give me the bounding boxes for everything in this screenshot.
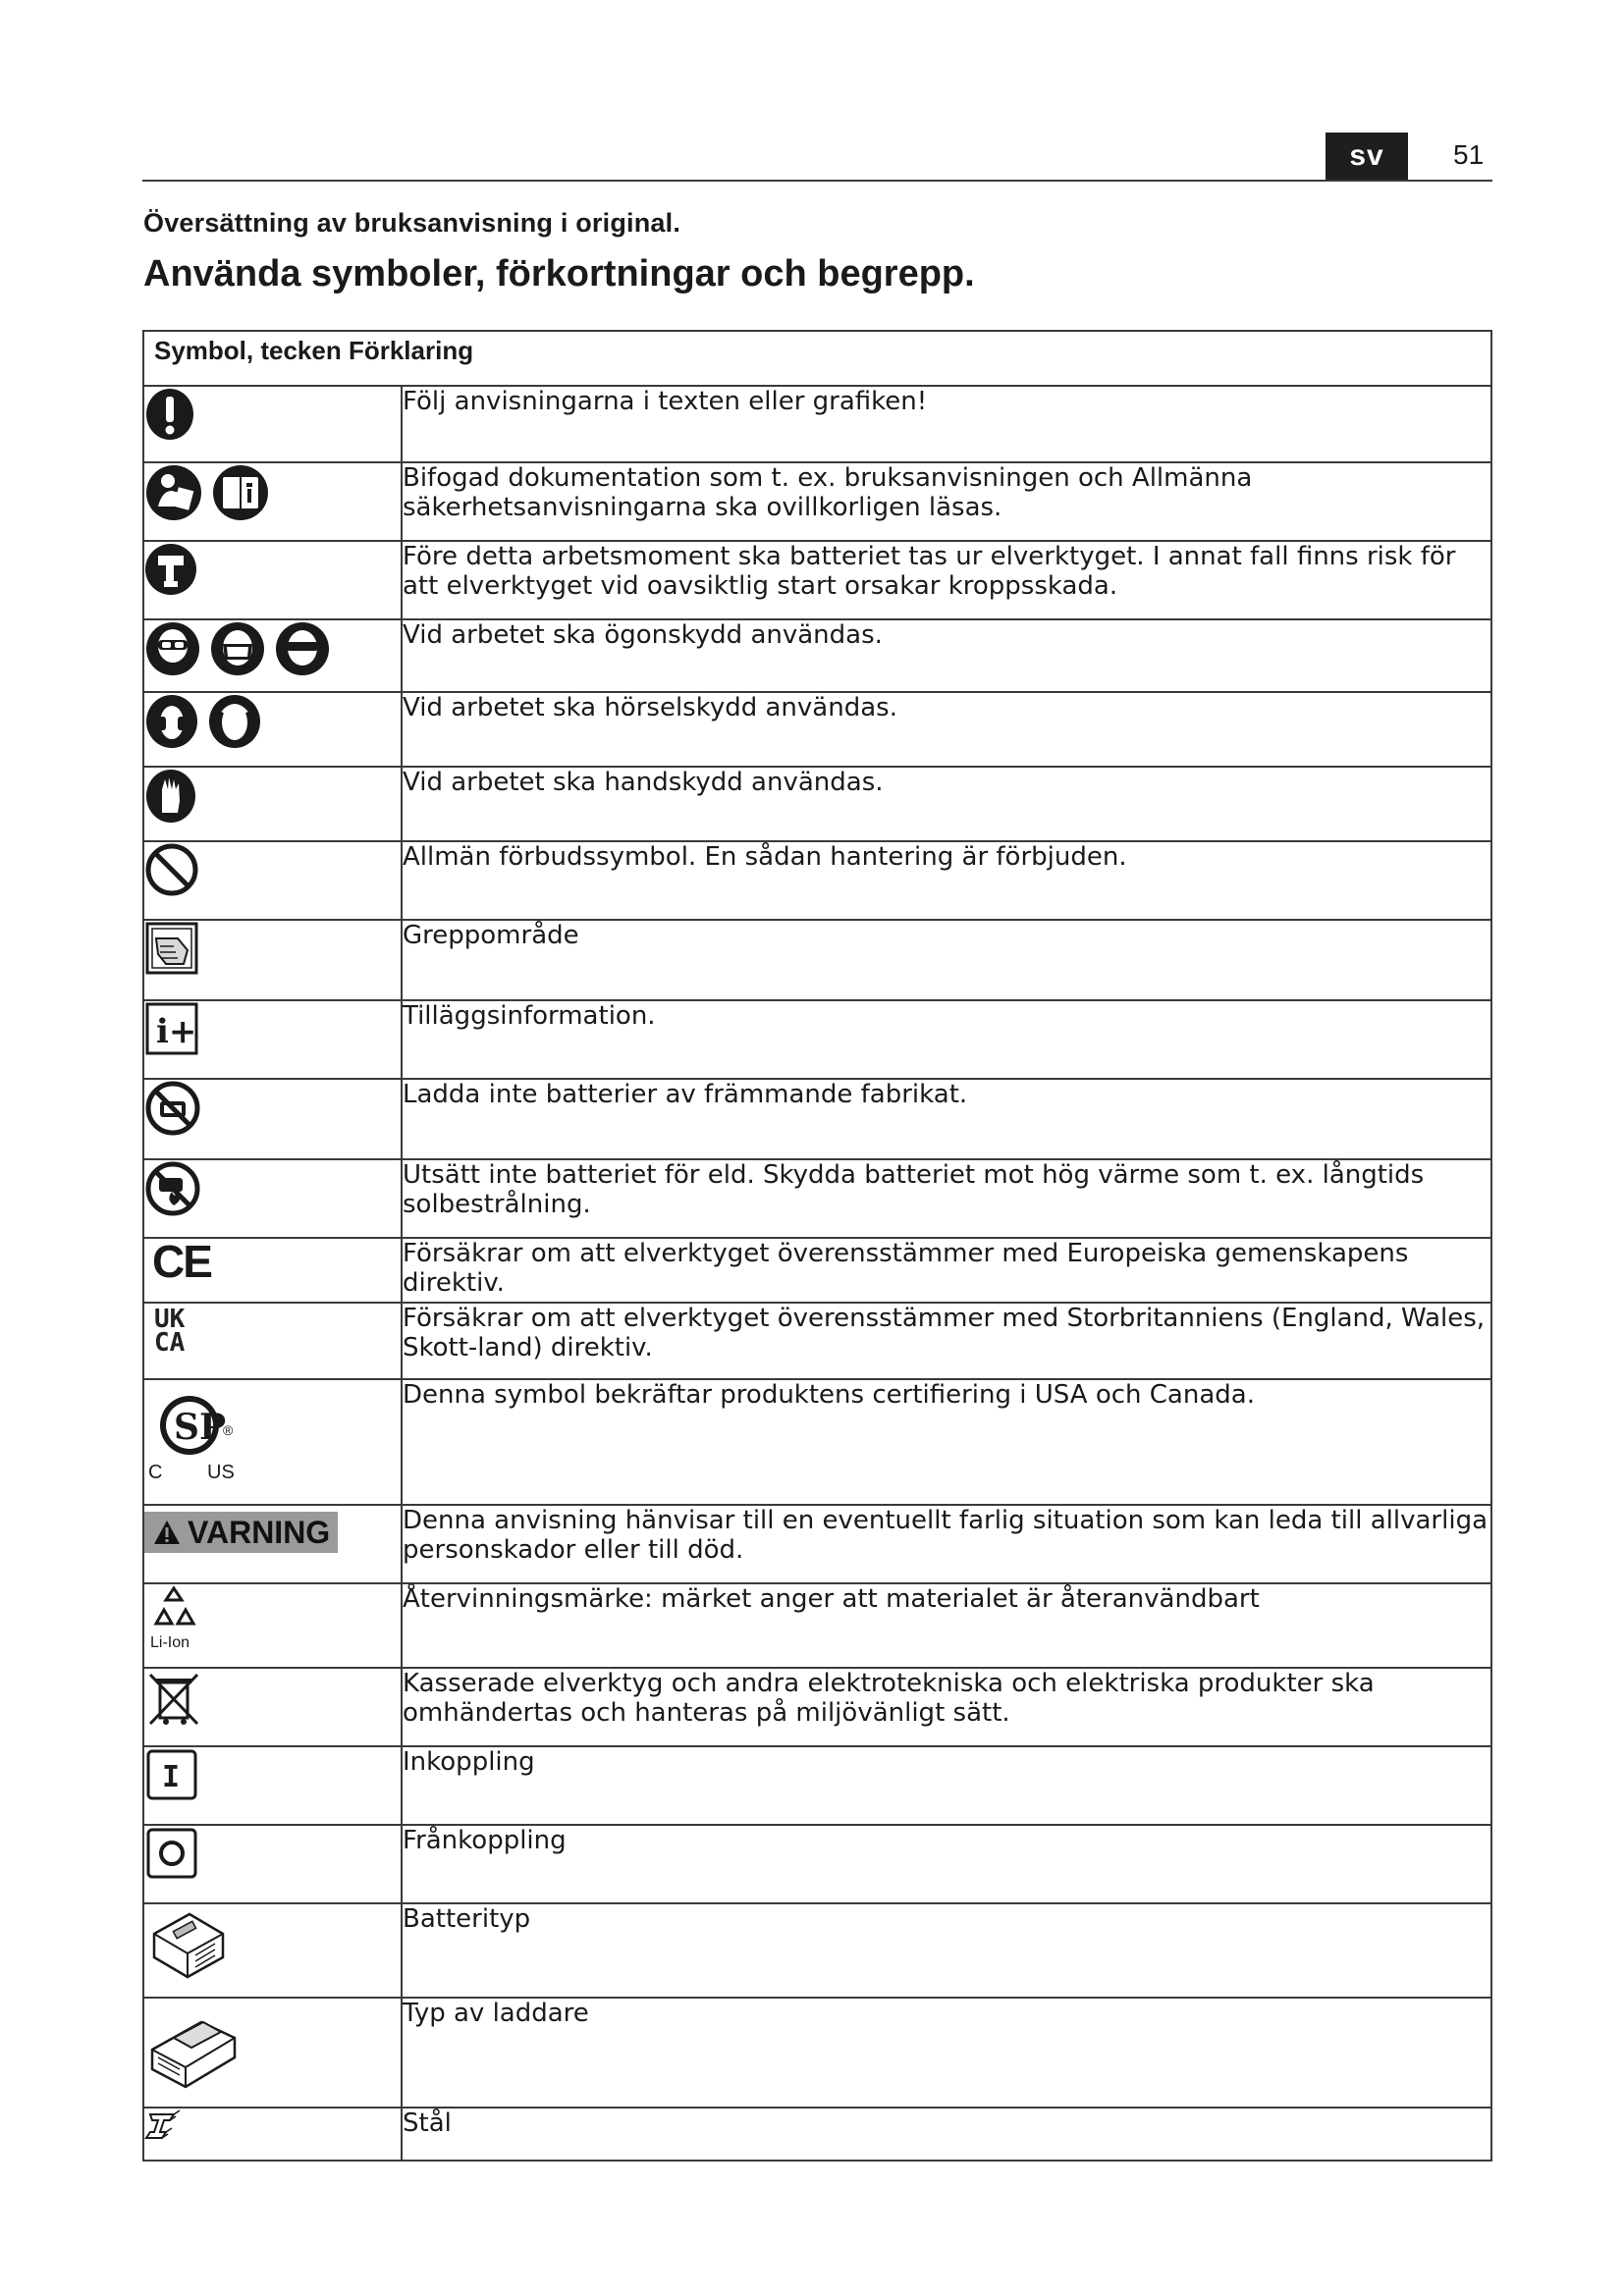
table-row [143, 1903, 1491, 1998]
symbol-cell [143, 2108, 402, 2161]
face-shield-icon [209, 620, 266, 677]
battery-type-icon [144, 1904, 233, 1983]
table-row [143, 386, 1491, 462]
subtitle: Översättning av bruksanvisning i original. [143, 208, 681, 238]
table-row [143, 841, 1491, 920]
info-book-icon [211, 463, 270, 522]
explanation-cell: Före detta arbetsmoment ska batteriet tas ur elverktyget. I annat fall finns risk för att elverktyget vid oavsiktlig start orsakar kroppsskada. [402, 541, 1491, 619]
page-title: Använda symboler, förkortningar och begrepp. [143, 253, 975, 294]
table-row [143, 1583, 1491, 1668]
table-header [143, 331, 1491, 386]
symbol-cell [143, 920, 402, 1000]
table-row [143, 462, 1491, 541]
explanation-cell: Stål [402, 2108, 1491, 2161]
table-row [143, 1825, 1491, 1903]
no-fire-battery-icon [144, 1160, 201, 1217]
page-number: 51 [1453, 139, 1485, 170]
explanation-cell: Typ av laddare [402, 1998, 1491, 2108]
ce-mark-icon: CE [152, 1236, 211, 1287]
symbol-cell [143, 1746, 402, 1825]
table-row [143, 1303, 1491, 1379]
warning-triangle-icon [152, 1519, 182, 1546]
symbol-table [142, 330, 1492, 2162]
explanation-cell: Tilläggsinformation. [402, 1000, 1491, 1079]
symbol-cell [143, 386, 402, 462]
power-off-icon [144, 1826, 199, 1881]
symbol-cell [143, 541, 402, 619]
explanation-cell: Greppområde [402, 920, 1491, 1000]
symbol-cell [143, 1998, 402, 2108]
eye-protection-icon [144, 620, 201, 677]
explanation-cell: Frånkoppling [402, 1825, 1491, 1903]
table-row [143, 1079, 1491, 1159]
explanation-cell: Bifogad dokumentation som t. ex. bruksanvisningen och Allmänna säkerhetsanvisningarna ska ovillkorligen läsas. [402, 462, 1491, 541]
svg-text:SP: SP [174, 1407, 227, 1448]
symbol-cell [143, 841, 402, 920]
li-ion-label: Li-Ion [150, 1634, 190, 1651]
prohibition-icon [144, 842, 199, 897]
symbol-cell [143, 1379, 402, 1505]
power-on-icon [144, 1747, 199, 1802]
table-row [143, 1000, 1491, 1079]
explanation-cell: Inkoppling [402, 1746, 1491, 1825]
read-manual-icon [144, 463, 203, 522]
symbol-cell [143, 462, 402, 541]
explanation-cell: Batterityp [402, 1903, 1491, 1998]
explanation-cell: Vid arbetet ska ögonskydd användas. [402, 619, 1491, 692]
explanation-cell: Följ anvisningarna i texten eller grafiken! [402, 386, 1491, 462]
explanation-cell: Ladda inte batterier av främmande fabrikat. [402, 1079, 1491, 1159]
additional-info-label: i+ [156, 1012, 197, 1051]
symbol-cell [143, 1505, 402, 1583]
symbol-cell [143, 619, 402, 692]
explanation-cell: Försäkrar om att elverktyget överensstämmer med Europeiska gemenskapens direktiv. [402, 1238, 1491, 1303]
ukca-bottom: CA [154, 1328, 186, 1358]
remove-battery-icon [144, 542, 197, 597]
table-header-row [143, 331, 1491, 386]
table-row [143, 541, 1491, 619]
safety-goggles-icon [274, 620, 331, 677]
explanation-cell: Kasserade elverktyg och andra elektrotekniska och elektriska produkter ska omhändertas och hanteras på miljövänligt sätt. [402, 1668, 1491, 1746]
col-symbol-header: Symbol, tecken [154, 336, 342, 365]
table-row [143, 2108, 1491, 2161]
power-on-label: I [162, 1760, 181, 1794]
exclamation-icon [144, 387, 195, 442]
table-row [143, 920, 1491, 1000]
csa-c-label: C [148, 1462, 163, 1483]
grip-area-icon [144, 921, 199, 976]
symbol-cell [143, 1000, 402, 1079]
recycling-li-ion-icon [144, 1584, 203, 1653]
header-rule [142, 180, 1492, 182]
table-row [143, 1505, 1491, 1583]
table-row [143, 692, 1491, 767]
table-row [143, 1379, 1491, 1505]
table-row [143, 1238, 1491, 1303]
explanation-cell: Försäkrar om att elverktyget överensstämmer med Storbritanniens (England, Wales, Skott-land) direktiv. [402, 1303, 1491, 1379]
ukca-mark-icon [154, 1305, 186, 1358]
ukca-top: UK [154, 1305, 186, 1334]
no-foreign-battery-icon [144, 1080, 201, 1137]
symbol-cell [143, 1238, 402, 1303]
warning-badge-icon [144, 1512, 338, 1553]
explanation-cell: Återvinningsmärke: märket anger att materialet är återanvändbart [402, 1583, 1491, 1668]
explanation-cell: Vid arbetet ska handskydd användas. [402, 767, 1491, 841]
col-explanation-header: Förklaring [348, 336, 474, 365]
gloves-icon [144, 768, 197, 825]
explanation-cell: Allmän förbudssymbol. En sådan hantering är förbjuden. [402, 841, 1491, 920]
symbol-cell [143, 1303, 402, 1379]
csa-us-label: US [207, 1462, 235, 1483]
symbol-cell [143, 692, 402, 767]
explanation-cell: Denna anvisning hänvisar till en eventuellt farlig situation som kan leda till allvarliga personskador eller till död. [402, 1505, 1491, 1583]
symbol-cell [143, 1825, 402, 1903]
table-row [143, 1668, 1491, 1746]
csa-reg-mark: ® [223, 1422, 234, 1438]
explanation-cell: Vid arbetet ska hörselskydd användas. [402, 692, 1491, 767]
weee-bin-icon [144, 1669, 203, 1728]
csa-mark-icon [144, 1380, 252, 1488]
symbol-cell [143, 1668, 402, 1746]
language-badge: sv [1326, 133, 1408, 180]
explanation-cell: Utsätt inte batteriet för eld. Skydda batteriet mot hög värme som t. ex. långtids solbestrålning. [402, 1159, 1491, 1238]
table-row [143, 1159, 1491, 1238]
table-row [143, 767, 1491, 841]
table-row [143, 1998, 1491, 2108]
charger-type-icon [144, 1999, 243, 2093]
steel-icon [144, 2109, 184, 2144]
ear-muffs-icon [207, 693, 262, 750]
table-row [143, 1746, 1491, 1825]
additional-info-icon [144, 1001, 199, 1056]
symbol-cell [143, 1079, 402, 1159]
table-row [143, 619, 1491, 692]
explanation-cell: Denna symbol bekräftar produktens certifiering i USA och Canada. [402, 1379, 1491, 1505]
warning-label: VARNING [188, 1514, 331, 1550]
symbol-cell [143, 1159, 402, 1238]
symbol-cell [143, 767, 402, 841]
symbol-cell [143, 1903, 402, 1998]
ear-protection-icon [144, 693, 199, 750]
symbol-cell [143, 1583, 402, 1668]
